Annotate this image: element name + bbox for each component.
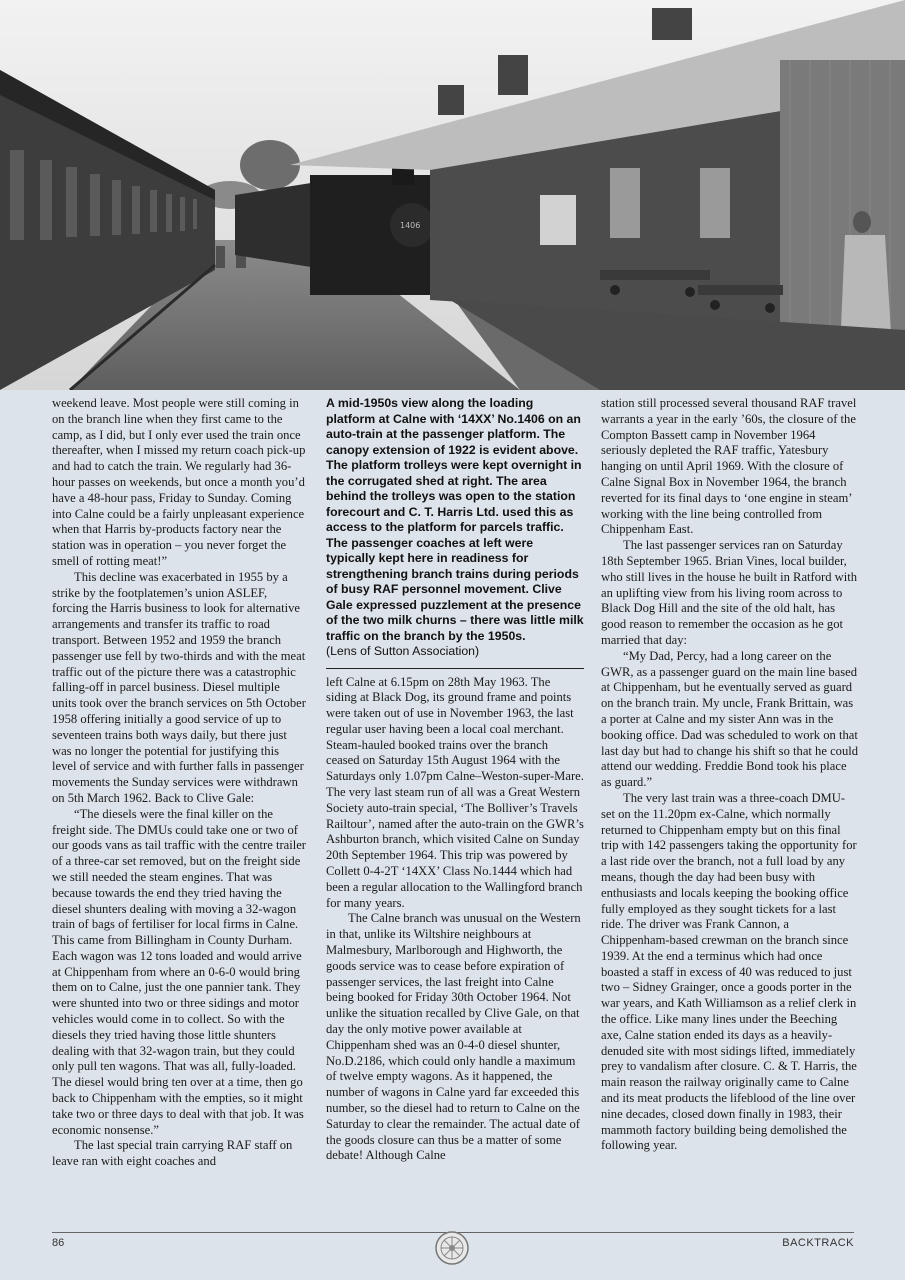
- column-2: [326, 396, 584, 1164]
- paragraph: The very last train was a three-coach DMU-set on the 11.20pm ex-Calne, which normally returned to Chippenham empty but on this final trip with 142 passengers taking the opportunity for a last ride over the branch, not a full load by any means, though the day had been busy with enthusiasts and locals keeping the booking office fully employed as they sought tickets for a last ride. The driver was Frank Cannon, a Chippenham-based crewman on the branch since 1939. At the end a terminus which had once boasted a staff in excess of 40 was reduced to just two – Sidney Grainger, once a goods porter in the war years, and Kath Williamson as a relief clerk in the office. Like many lines under the Beeching axe, Calne station ended its days as a heavily-denuded site with most sidings lifted, immediately prey to vandalism after closure. C. & T. Harris, the main reason the railway originally came to Calne and its meat products the lifeblood of the line over nine decades, closed down finally in 1983, their mammoth factory building being demolished the following year.: [601, 790, 857, 1153]
- caption-divider: [326, 668, 584, 669]
- paragraph: “My Dad, Percy, had a long career on the GWR, as a passenger guard on the main line based at Chippenham, but he eventually served as guard on the branch train. My uncle, Frank Brittain, was a porter at Calne and my sister Ann was in the booking office. Dad was scheduled to work on that last day but had to change his shift so that he could attend our wedding. Freddie Bond took his place as guard.”: [601, 648, 859, 790]
- loco-number: 1406: [400, 221, 421, 230]
- paragraph: This decline was exacerbated in 1955 by a strike by the footplatemen’s union ASLEF, forcing the Harris business to look for alternative arrangements and transfer its traffic to road transport. Between 1952 and 1959 the branch passenger use fell by two-thirds and with the meat traffic out of the picture there was a catastrophic falling-off in parcel business. Diesel multiple units took over the branch services on 5th October 1958 offering initially a good service of up to seventeen trains both ways daily, but there just was no longer the potential for justifying this level of service and with further falls in passenger movements the Sunday services were withdrawn on 5th March 1962. Back to Clive Gale:: [52, 569, 306, 805]
- photo-drawing: [0, 0, 905, 390]
- paragraph: The last passenger services ran on Saturday 18th September 1965. Brian Vines, local builder, who still lives in the house he built in Ratford with an uplifting view from his living room across to Black Dog Hill and the site of the old halt, has good reason to remember the occasion as he got married that day:: [601, 538, 858, 647]
- column-3: [601, 396, 859, 1154]
- paragraph: The Calne branch was unusual on the Western in that, unlike its Wiltshire neighbours at Malmesbury, Marlborough and Highworth, the goods service was to cease before expiration of passenger services, the last freight into Calne being booked for Friday 30th October 1964. Not unlike the situation recalled by Clive Gale, on that day the only motive power available at Chippenham shed was an 0-4-0 diesel shunter, No.D.2186, which could only handle a maximum of twelve empty wagons. As it happened, the number of wagons in Calne yard far exceeded this number, so the diesel had to return to Calne on the Saturday to clear the remainder. The actual date of the goods closure can thus be a matter of some debate! Although Calne: [326, 911, 581, 1163]
- paragraph: “The diesels were the final killer on the freight side. The DMUs could take one or two of our goods vans as tail traffic with the centre trailer of a three-car set removed, but on the freight side we still needed the steam engines. That was because towards the end they tried having the diesel shunters dealing with moving a 32-wagon train of bags of fertiliser for local firms in Calne. This came from Billingham in County Durham. Each wagon was 12 tons loaded and would arrive at Chippenham from where an 0-6-0 would bring them on to Calne, just the one pannier tank. They were shunted into two or three sidings and motor vehicles would come in to collect. So with the diesels they tried having those little shunters dealing with that 32-wagon train, but they could only pull ten wagons. That was all, fully-loaded. The diesel would bring ten over at a time, then go back to Chippenham with the empties, so it might take two or three days to deal with that job. It was economic nonsense.”: [52, 806, 307, 1137]
- page-number: 86: [52, 1237, 65, 1249]
- photo-caption: A mid-1950s view along the loading platform at Calne with ‘14XX’ No.1406 on an auto-train at the passenger platform. The canopy extension of 1922 is evident above. The platform trolleys were kept overnight in the corrugated shed at right. The area behind the trolleys was open to the station forecourt and C. T. Harris Ltd. used this as access to the platform for parcels traffic. The passenger coaches at left were typically kept here in readiness for strengthening branch trains during periods of busy RAF personnel movement. Clive Gale expressed puzzlement at the presence of the two milk churns – there was little milk traffic on the branch by the 1950s.: [326, 396, 584, 643]
- station-photo: [0, 0, 905, 390]
- photo-credit: (Lens of Sutton Association): [326, 644, 480, 658]
- paragraph: station still processed several thousand RAF travel warrants a year in the early ’60s, the closure of the Compton Bassett camp in November 1964 seriously depleted the RAF traffic, Yatesbury hanging on until April 1969. With the closure of Calne Signal Box in November 1964, the branch reverted for its final days to ‘one engine in steam’ working with the line being controlled from Chippenham East.: [601, 396, 857, 537]
- paragraph: weekend leave. Most people were still coming in on the branch line when they first came to the camp, as I did, but I only ever used the train once thereafter, when I missed my return coach pick-up and had to catch the train. We regularly had 36-hour passes on weekends, but once a month you’d have a 48-hour pass, Friday to Sunday. Coming into Calne could be a fairly unpleasant experience when that Harris by-products factory near the station was in operation – you never forget the smell of rotting meat!”: [52, 396, 306, 568]
- column-1: [52, 396, 306, 1170]
- paragraph: left Calne at 6.15pm on 28th May 1963. The siding at Black Dog, its ground frame and points were taken out of use in November 1963, the last regular user having been a local coal merchant. Steam-hauled booked trains over the branch ceased on Saturday 15th August 1964 with the Saturdays only 1.07pm Calne–Weston-super-Mare. The very last steam run of all was a Great Western Society auto-train special, ‘The Bolliver’s Travels Railtour’, named after the auto-train on the GWR’s Ashburton branch, which visited Calne on Sunday 20th September 1964. This trip was powered by Collett 0-4-2T ‘14XX’ Class No.1444 which had been a regular allocation to the Wallingford branch for many years.: [326, 674, 584, 910]
- magazine-name: BACKTRACK: [782, 1237, 854, 1249]
- paragraph: The last special train carrying RAF staff on leave ran with eight coaches and: [52, 1138, 293, 1169]
- wheel-logo-icon: [434, 1230, 470, 1271]
